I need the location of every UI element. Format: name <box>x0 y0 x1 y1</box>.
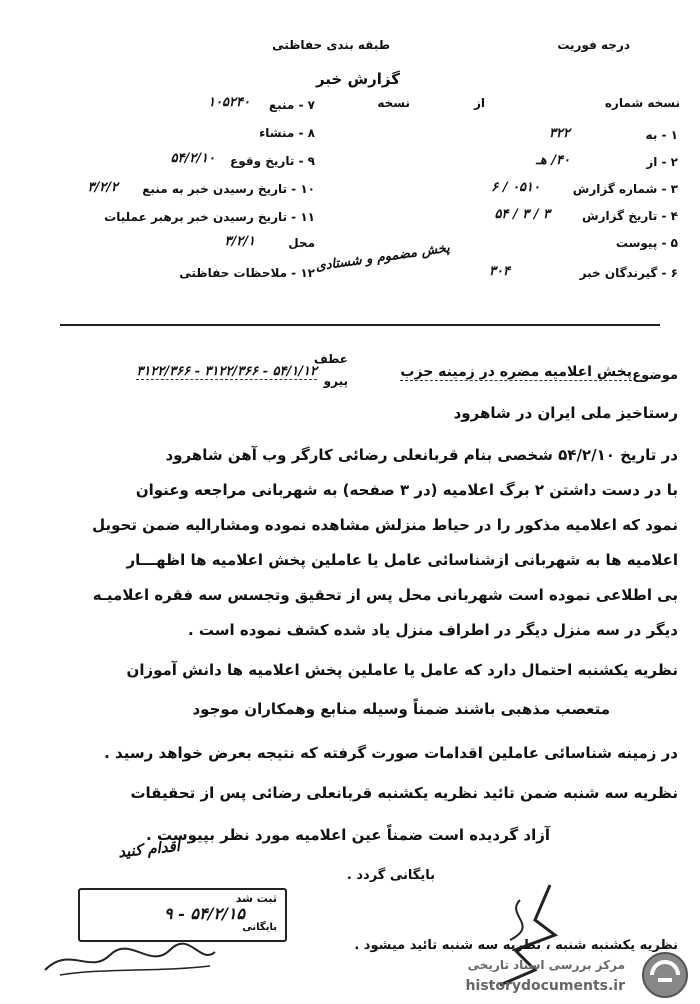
watermark-org: مرکز بررسی اسناد تاریخی <box>467 958 625 972</box>
body-line-2: با در دست داشتن ۲ برگ اعلامیه (در ۳ صفحه) به شهربانی مراجعه وعنوان <box>135 481 678 499</box>
copy-label: نسخه <box>377 96 410 110</box>
follow-up-label: پیرو <box>323 374 348 388</box>
urgency-label: درجه فوریت <box>557 38 630 52</box>
from-label: از <box>473 96 485 110</box>
subject-text: پخش اعلامیه مضره در زمینه حزب <box>400 364 632 380</box>
field-6-label: ۶ - گیرندگان خبر <box>579 266 678 280</box>
subject-text-line-2: رستاخیز ملی ایران در شاهرود <box>453 404 678 422</box>
body-line-10: نظریه سه شنبه ضمن تائید نظریه یکشنبه قربانعلی رضائی پس از تحقیقات <box>130 784 678 802</box>
body-line-7: نظریه یکشنبه احتمال دارد که عامل یا عاملین پخش اعلامیه ها دانش آموزان <box>126 661 678 679</box>
pass-on-note: بایگانی گردد . <box>346 868 435 883</box>
body-line-9: در زمینه شناسائی عاملین اقدامات صورت گرفته که نتیجه بعرض خواهد رسید . <box>104 744 678 762</box>
field-7-value: ۱۰۵۲۴۰ <box>208 95 250 110</box>
body-line-4: اعلامیه ها به شهربانی ازشناسائی عامل یا عاملین پخش اعلامیه ها اظهـــار <box>126 551 678 569</box>
field-11-label: ۱۱ - تاریخ رسیدن خبر برهبر عملیات <box>104 210 315 224</box>
field-3-value: ۰۵۱۰ / ۶ <box>491 180 540 195</box>
field-12-value: پخش مضموم و شستادی <box>314 240 451 275</box>
field-1-label: ۱ - به <box>645 128 678 142</box>
final-opinion: نظریه یکشنبه شنبه ، نظریه سه شنبه تائید میشود . <box>354 938 678 953</box>
body-line-1: در تاریخ ۵۴/۲/۱۰ شخصی بنام قربانعلی رضائی کارگر وب آهن شاهرود <box>165 446 678 464</box>
body-line-8: متعصب مذهبی باشند ضمناً وسیله منابع وهمکاران موجود <box>192 700 610 718</box>
field-6-value: ۳۰۴ <box>489 264 510 279</box>
field-2-label: ۲ - از <box>646 155 678 169</box>
reference-value: ۵۴/۱/۱۲ - ۳۱۲۲/۳۶۶ - ۳۱۲۲/۳۶۶ <box>136 364 317 379</box>
body-line-11: آزاد گردیده است ضمناً عین اعلامیه مورد نظر بپیوست . <box>146 826 550 844</box>
watermark-site: historydocuments.ir <box>465 978 625 994</box>
field-3-label: ۳ - شماره گزارش <box>572 182 678 196</box>
header-separator <box>60 324 660 326</box>
archive-logo-icon <box>640 950 690 1000</box>
field-9-label: ۹ - تاریخ وقوع <box>230 154 315 168</box>
report-title: گزارش خبر <box>315 70 400 88</box>
subject-label: موضوع <box>632 368 678 383</box>
classification-label: طبقه بندی حفاظتی <box>272 38 390 52</box>
field-4-value: ۳ / ۳ / ۵۴ <box>494 207 550 222</box>
registration-stamp <box>78 888 287 942</box>
field-12-label: ۱۲ - ملاحظات حفاظتی <box>179 266 315 280</box>
field-4-label: ۴ - تاریخ گزارش <box>582 209 678 223</box>
reference-label: عطف <box>313 352 348 366</box>
field-10-label: ۱۰ - تاریخ رسیدن خبر به منبع <box>142 182 315 196</box>
field-7-label: ۷ - منبع <box>268 98 315 112</box>
field-1-value: ۳۲۲ <box>549 126 570 141</box>
field-11-place-label: محل <box>288 236 315 250</box>
body-line-3: نمود که اعلامیه مذکور را در حیاط منزلش مشاهده نموده ومشارالیه ضمن تحویل <box>92 516 678 534</box>
field-11-value: ۳/۲/۱ <box>224 234 255 249</box>
handwritten-note-1: اقدام کنید <box>117 836 181 862</box>
body-line-6: دیگر در سه منزل دیگر در اطراف منزل یاد شده کشف نموده است . <box>187 621 678 639</box>
field-10-value: ۳/۲/۲ <box>87 180 118 195</box>
copy-number-label: نسخه شماره <box>604 96 680 110</box>
stamp-line-3: بایگانی <box>242 922 277 933</box>
stamp-line-2: ۵۴/۲/۱۵ - ۹ <box>163 904 245 923</box>
signature-scribble <box>40 940 220 980</box>
field-2-value: ۴۰/ هـ <box>536 153 570 168</box>
stamp-line-1: ثبت شد <box>235 892 277 905</box>
field-9-value: ۵۴/۲/۱۰ <box>170 151 215 166</box>
large-signature <box>480 880 570 990</box>
field-8-label: ۸ - منشاء <box>259 126 315 140</box>
body-line-5: بی اطلاعی نموده است شهربانی محل پس از تحقیق وتجسس سه فقره اعلامیـه <box>92 586 678 604</box>
field-5-label: ۵ - پیوست <box>615 236 678 250</box>
